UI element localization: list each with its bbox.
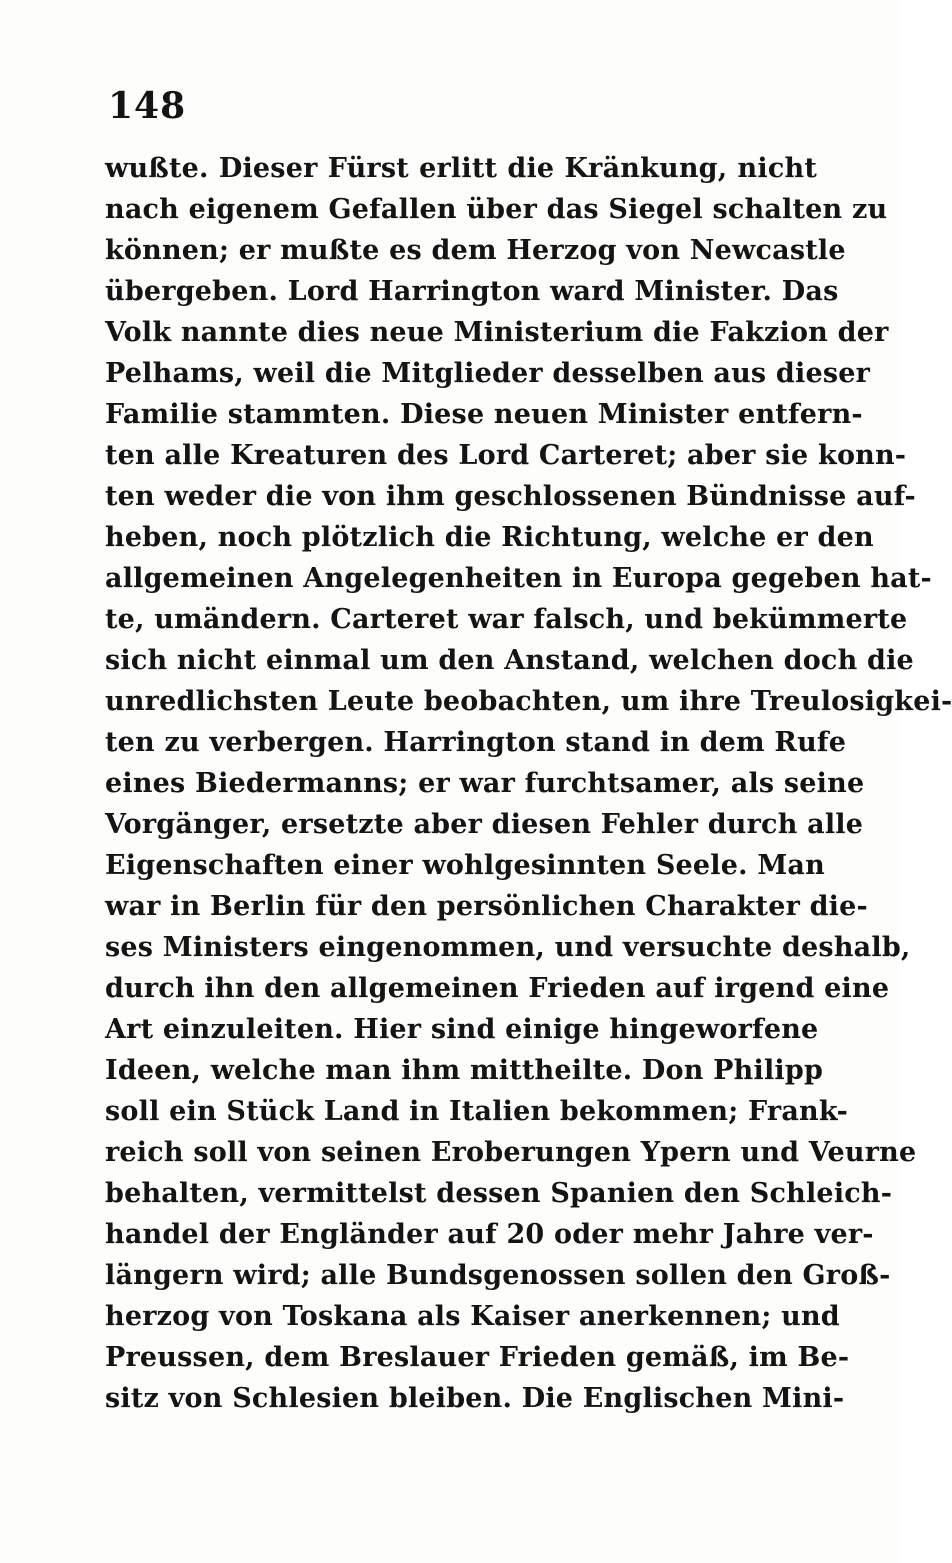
- text-line: reich soll von seinen Eroberungen Ypern und Veurne: [105, 1137, 917, 1168]
- text-line: ten zu verbergen. Harrington stand in dem Rufe: [105, 727, 847, 758]
- body-text: [105, 148, 952, 1419]
- text-line: allgemeinen Angelegenheiten in Europa gegeben hat-: [105, 563, 932, 594]
- text-line: ten weder die von ihm geschlossenen Bündnisse auf-: [105, 481, 916, 512]
- text-line: Art einzuleiten. Hier sind einige hingeworfene: [105, 1014, 819, 1045]
- text-line: unredlichsten Leute beobachten, um ihre Treulosigkei-: [105, 686, 952, 717]
- text-line: eines Biedermanns; er war furchtsamer, als seine: [105, 768, 865, 799]
- text-line: wußte. Dieser Fürst erlitt die Kränkung, nicht: [105, 153, 817, 184]
- text-line: längern wird; alle Bundsgenossen sollen den Groß-: [105, 1260, 891, 1291]
- text-line: Preussen, dem Breslauer Frieden gemäß, im Be-: [105, 1342, 850, 1373]
- text-line: heben, noch plötzlich die Richtung, welche er den: [105, 522, 874, 553]
- text-line: können; er mußte es dem Herzog von Newcastle: [105, 235, 846, 266]
- text-line: herzog von Toskana als Kaiser anerkennen; und: [105, 1301, 840, 1332]
- text-line: übergeben. Lord Harrington ward Minister. Das: [105, 276, 839, 307]
- text-line: Eigenschaften einer wohlgesinnten Seele. Man: [105, 850, 825, 881]
- text-line: Ideen, welche man ihm mittheilte. Don Philipp: [105, 1055, 824, 1086]
- text-line: soll ein Stück Land in Italien bekommen; Frank-: [105, 1096, 849, 1127]
- text-line: Vorgänger, ersetzte aber diesen Fehler durch alle: [105, 809, 864, 840]
- text-line: Volk nannte dies neue Ministerium die Fakzion der: [105, 317, 889, 348]
- text-line: Familie stammten. Diese neuen Minister entfern-: [105, 399, 863, 430]
- text-line: ses Ministers eingenommen, und versuchte deshalb,: [105, 932, 911, 963]
- text-line: sich nicht einmal um den Anstand, welchen doch die: [105, 645, 914, 676]
- text-line: behalten, vermittelst dessen Spanien den Schleich-: [105, 1178, 893, 1209]
- page-number: 148: [108, 85, 187, 127]
- text-line: sitz von Schlesien bleiben. Die Englischen Mini-: [105, 1383, 845, 1414]
- text-line: ten alle Kreaturen des Lord Carteret; aber sie konn-: [105, 440, 907, 471]
- text-line: handel der Engländer auf 20 oder mehr Jahre ver-: [105, 1219, 874, 1250]
- text-line: nach eigenem Gefallen über das Siegel schalten zu: [105, 194, 888, 225]
- text-line: Pelhams, weil die Mitglieder desselben aus dieser: [105, 358, 871, 389]
- text-line: war in Berlin für den persönlichen Charakter die-: [105, 891, 868, 922]
- text-line: te, umändern. Carteret war falsch, und bekümmerte: [105, 604, 908, 635]
- text-line: durch ihn den allgemeinen Frieden auf irgend eine: [105, 973, 890, 1004]
